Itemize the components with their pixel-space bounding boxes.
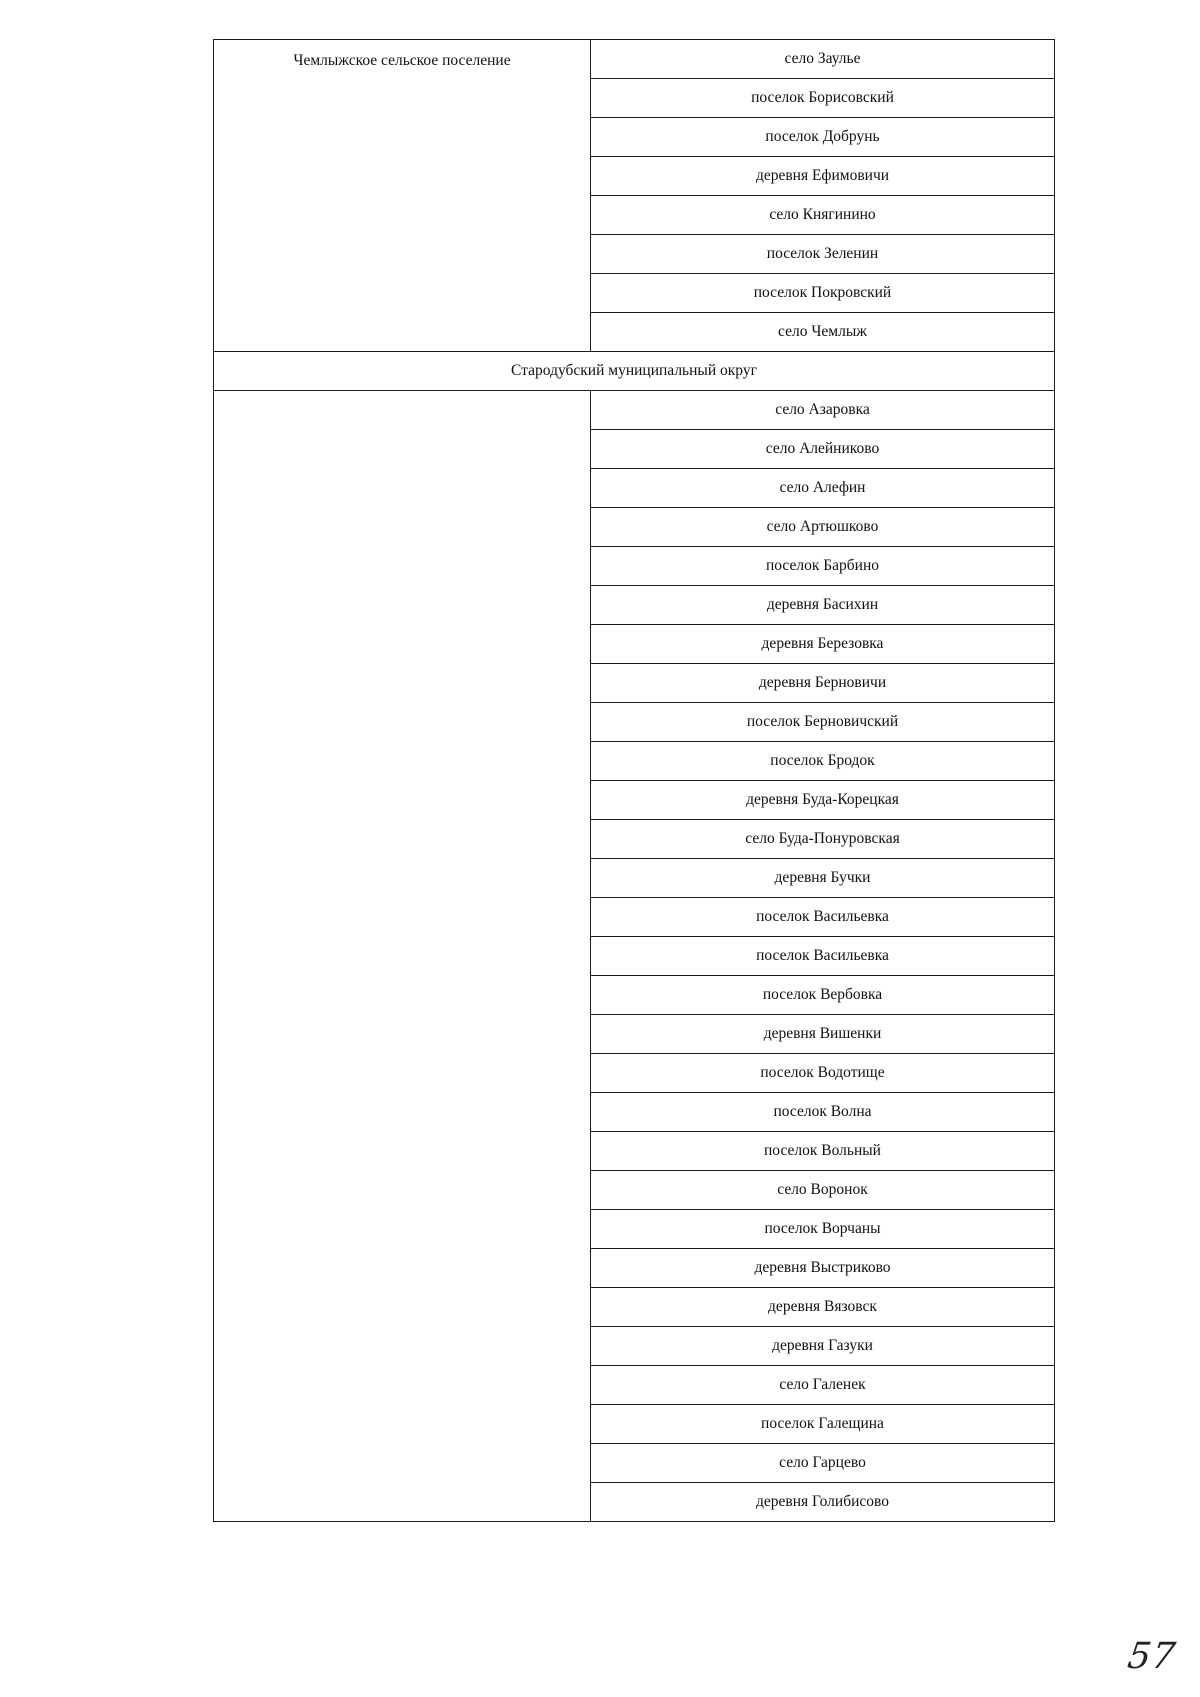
locality-cell: поселок Покровский [591,274,1055,313]
locality-cell: село Княгинино [591,196,1055,235]
locality-cell: поселок Зеленин [591,235,1055,274]
locality-cell: поселок Васильевка [591,898,1055,937]
locality-cell: деревня Вязовск [591,1288,1055,1327]
locality-cell: деревня Березовка [591,625,1055,664]
locality-cell: поселок Волна [591,1093,1055,1132]
locality-cell: село Артюшково [591,508,1055,547]
page-number: 57 [1125,1636,1179,1677]
locality-cell: поселок Бродок [591,742,1055,781]
locality-cell: село Азаровка [591,391,1055,430]
locality-cell: деревня Газуки [591,1327,1055,1366]
settlement-name-cell: Чемлыжское сельское поселение [214,40,591,352]
locality-cell: поселок Добрунь [591,118,1055,157]
locality-cell: село Алейниково [591,430,1055,469]
locality-cell: село Буда-Понуровская [591,820,1055,859]
locality-cell: село Заулье [591,40,1055,79]
settlements-table-body [214,40,1055,1522]
locality-cell: поселок Галещина [591,1405,1055,1444]
locality-cell: поселок Вербовка [591,976,1055,1015]
table-row [214,391,1055,430]
locality-cell: поселок Васильевка [591,937,1055,976]
locality-cell: поселок Борисовский [591,79,1055,118]
district-row [214,352,1055,391]
settlement-name-cell [214,391,591,1522]
locality-cell: село Воронок [591,1171,1055,1210]
locality-cell: деревня Голибисово [591,1483,1055,1522]
locality-cell: деревня Ефимовичи [591,157,1055,196]
locality-cell: поселок Вольный [591,1132,1055,1171]
locality-cell: деревня Берновичи [591,664,1055,703]
locality-cell: село Гарцево [591,1444,1055,1483]
table-row [214,40,1055,79]
locality-cell: поселок Барбино [591,547,1055,586]
locality-cell: село Алефин [591,469,1055,508]
locality-cell: поселок Берновичский [591,703,1055,742]
locality-cell: поселок Ворчаны [591,1210,1055,1249]
settlements-table [213,39,1055,1522]
locality-cell: деревня Выстриково [591,1249,1055,1288]
district-name-cell: Стародубский муниципальный округ [214,352,1055,391]
locality-cell: деревня Буда-Корецкая [591,781,1055,820]
locality-cell: село Чемлыж [591,313,1055,352]
locality-cell: село Галенек [591,1366,1055,1405]
locality-cell: деревня Вишенки [591,1015,1055,1054]
locality-cell: деревня Басихин [591,586,1055,625]
locality-cell: поселок Водотище [591,1054,1055,1093]
locality-cell: деревня Бучки [591,859,1055,898]
